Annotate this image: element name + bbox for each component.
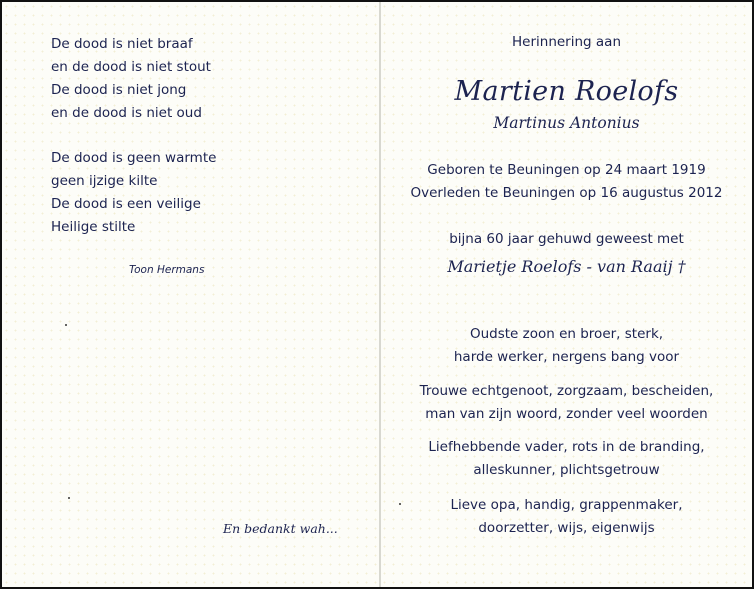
poem-author: Toon Hermans [129, 264, 205, 276]
closing-text: En bedankt wah... [223, 521, 338, 536]
deceased-name: Martien Roelofs [454, 76, 679, 107]
tribute-line: Trouwe echtgenoot, zorgzaam, bescheiden, [419, 383, 714, 399]
tribute-line: man van zijn woord, zonder veel woorden [425, 406, 708, 422]
tribute-line: Liefhebbende vader, rots in de branding, [428, 439, 705, 455]
tribute-line: Oudste zoon en broer, sterk, [469, 326, 664, 342]
left-page [2, 2, 379, 587]
heading: Herinnering aan [512, 34, 621, 50]
tribute-line: harde werker, nergens bang voor [453, 349, 680, 365]
death-line: Overleden te Beuningen op 16 augustus 2012 [410, 185, 723, 201]
poem-line: geen ijzige kilte [51, 173, 158, 189]
spouse-name: Marietje Roelofs - van Raaij † [447, 257, 686, 276]
poem-line: De dood is niet jong [51, 82, 187, 98]
poem-stanza-1 [51, 33, 211, 125]
paper-speck [68, 497, 70, 499]
birth-line: Geboren te Beuningen op 24 maart 1919 [427, 162, 706, 178]
poem-stanza-2 [51, 147, 216, 239]
tribute-line: Lieve opa, handig, grappenmaker, [450, 497, 683, 513]
poem-line: De dood is een veilige [51, 196, 201, 212]
marriage-line: bijna 60 jaar gehuwd geweest met [449, 231, 684, 247]
deceased-full-name: Martinus Antonius [493, 114, 640, 132]
paper-speck [399, 503, 401, 505]
paper-speck [65, 324, 67, 326]
poem-line: en de dood is niet oud [51, 105, 202, 121]
poem-line: en de dood is niet stout [51, 59, 211, 75]
tribute-line: alleskunner, plichtsgetrouw [473, 462, 660, 478]
tribute-line: doorzetter, wijs, eigenwijs [478, 520, 655, 536]
poem-line: Heilige stilte [51, 219, 136, 235]
poem-line: De dood is geen warmte [51, 150, 217, 166]
right-page [381, 2, 752, 587]
poem-line: De dood is niet braaf [51, 36, 193, 52]
